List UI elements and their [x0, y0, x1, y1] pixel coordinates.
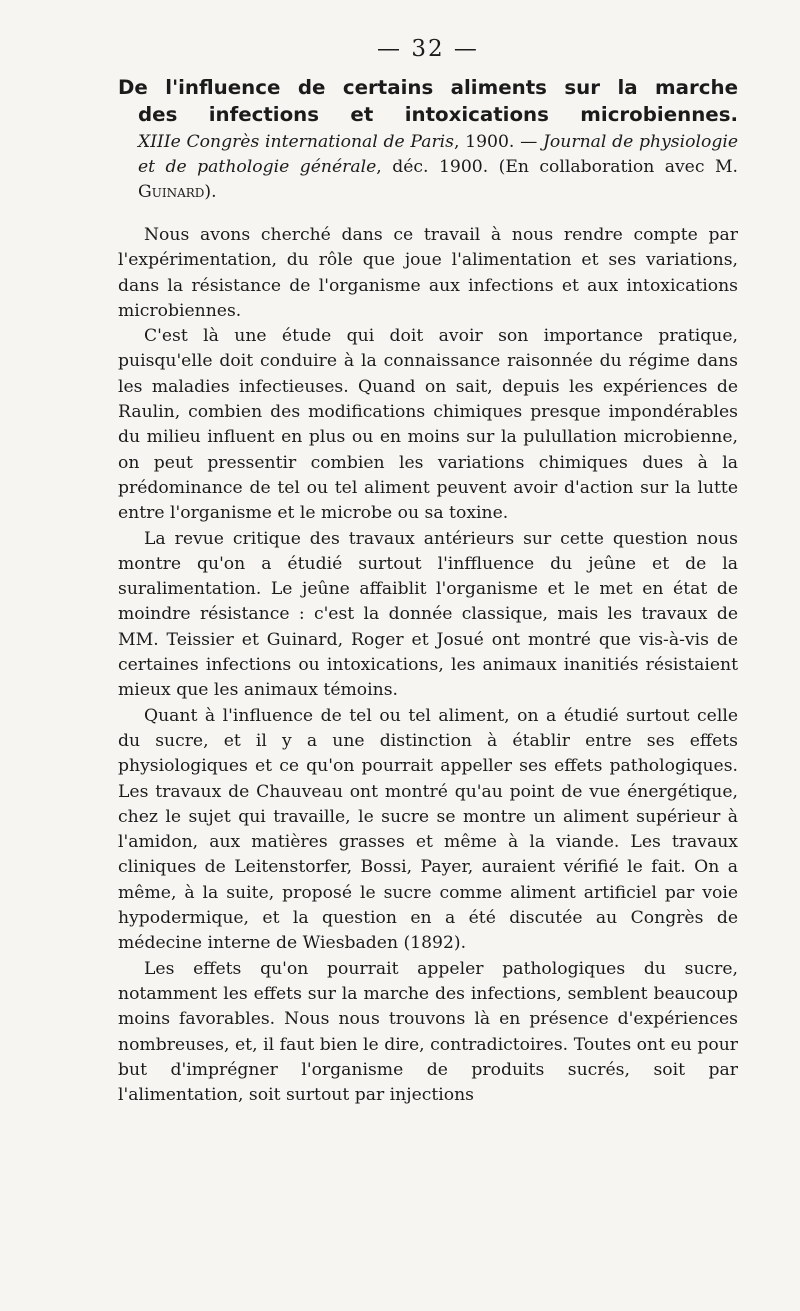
document-page [118, 30, 738, 1108]
congress-year: , 1900. — [453, 132, 544, 152]
page-number: — 32 — [377, 36, 479, 62]
article-body [118, 223, 738, 1108]
body-paragraph: Les effets qu'on pourrait appeler pathologiques du sucre, notamment les effets sur la marche des infections, semblent beaucoup moins favorables. Nous nous trouvons là en présence d'expériences nombreuses, et, il faut bien le dire, contradictoires. Toutes ont eu pour but d'imprégner l'organisme de produits sucrés, soit par l'alimentation, soit surtout par injections [118, 958, 738, 1106]
article-title-line-2: des infections et intoxications microbiennes. [138, 103, 738, 126]
article-title [118, 74, 738, 128]
body-paragraph: C'est là une étude qui doit avoir son importance pratique, puisqu'elle doit conduire à la connaissance raisonnée du régime dans les maladies infectieuses. Quand on sait, depuis les expériences de Raulin, combien des modifications chimiques presque impondérables du milieu influent en plus ou en moins sur la pulullation microbienne, on peut pressentir combien les variations chimiques dues à la prédominance de tel ou tel aliment peuvent avoir d'action sur la lutte entre l'organisme et le microbe ou sa toxine. [118, 326, 738, 524]
journal-name: Journal de physiologie et de pathologie générale [138, 132, 738, 177]
body-paragraph: Quant à l'influence de tel ou tel aliment, on a étudié surtout celle du sucre, et il y a une distinction à établir entre ses effets physiologiques et ce qu'on pourrait appeller ses effets pathologiques. Les travaux de Chauveau ont montré qu'au point de vue énergétique, chez le sujet qui travaille, le sucre se montre un aliment supérieur à l'amidon, aux matières grasses et même à la viande. Les travaux cliniques de Leitenstorfer, Bossi, Payer, auraient vérifié le fait. On a même, à la suite, proposé le sucre comme aliment artificiel par voie hypodermique, et la question en a été discutée au Congrès de médecine interne de Wiesbaden (1892). [118, 705, 738, 954]
reference-closing: ). [204, 182, 217, 202]
journal-date: , déc. 1900. (En collaboration avec M. [376, 157, 739, 177]
article-title-line-1: De l'influence de certains aliments sur la marche [118, 76, 738, 99]
body-paragraph: Nous avons cherché dans ce travail à nous rendre compte par l'expérimentation, du rôle que joue l'alimentation et ses variations, dans la résistance de l'organisme aux infections et aux intoxications microbiennes. [118, 225, 738, 321]
congress-name: XIIIe Congrès international de Paris [138, 132, 454, 152]
body-paragraph: La revue critique des travaux antérieurs sur cette question nous montre qu'on a étudié surtout l'inffluence du jeûne et de la suralimentation. Le jeûne affaiblit l'organisme et le met en état de moindre résistance : c'est la donnée classique, mais les travaux de MM. Teissier et Guinard, Roger et Josué ont montré que vis-à-vis de certaines infections ou intoxications, les animaux inanitiés résistaient mieux que les animaux témoins. [118, 528, 738, 701]
publication-reference [118, 130, 738, 205]
collaborator-name: Guinard [138, 182, 205, 202]
